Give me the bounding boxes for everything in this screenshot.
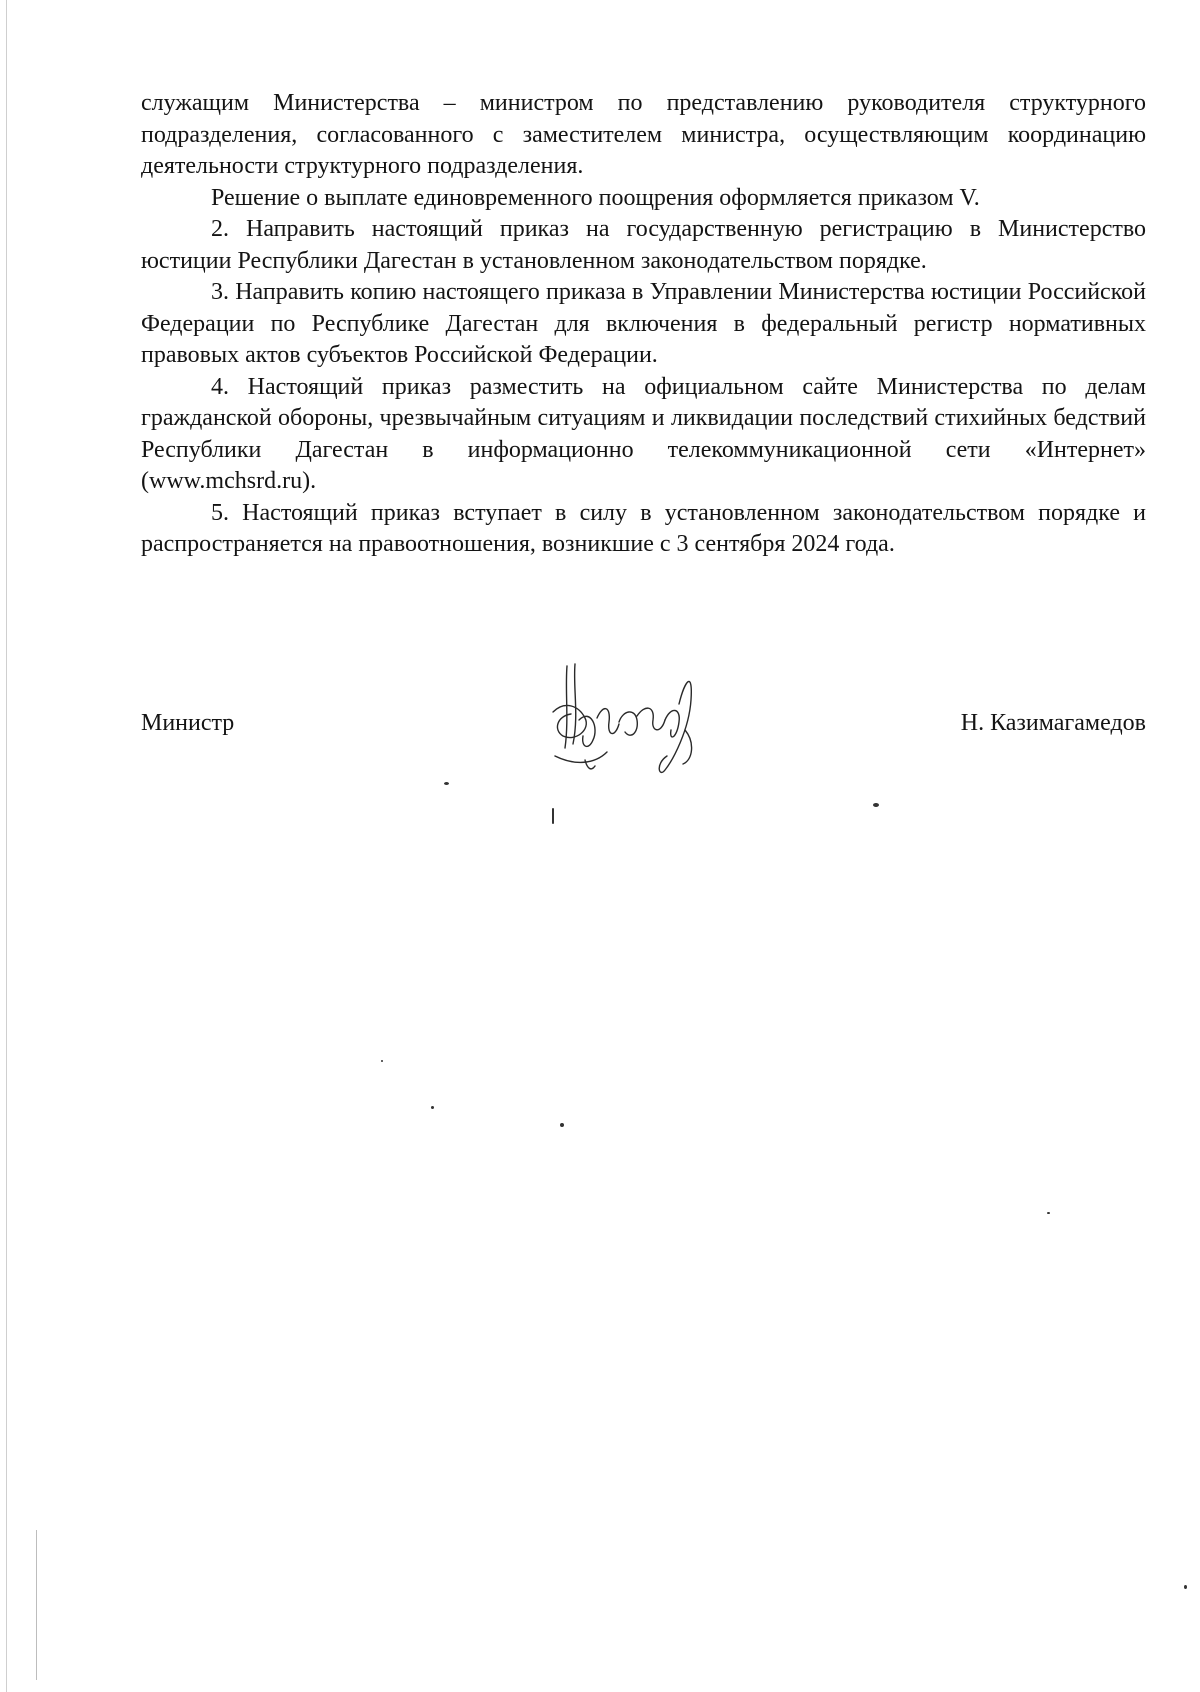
scan-speck [431,1106,434,1109]
scan-speck [560,1123,564,1127]
paragraph-item-4: 4. Настоящий приказ разместить на официальном сайте Министерства по делам гражданской обороны, чрезвычайным ситуациям и ликвидации последствий стихийных бедствий Республики Дагестан в информационно телекоммуникационной сети «Интернет» (www.mchsrd.ru). [141,373,1146,494]
scan-edge-line [6,0,7,1692]
document-body [141,88,1146,561]
paragraph-decision: Решение о выплате единовременного поощрения оформляется приказом V. [211,184,980,211]
paragraph-item-3: 3. Направить копию настоящего приказа в Управлении Министерства юстиции Российской Федерации по Республике Дагестан для включения в федеральный регистр нормативных правовых актов субъектов Российской Федерации. [141,279,1146,368]
scan-speck [444,782,449,785]
scan-speck [381,1060,383,1062]
paragraph-continuation: служащим Министерства – министром по представлению руководителя структурного подразделения, согласованного с заместителем министра, осуществляющим координацию деятельности структурного подразделения. [141,90,1146,179]
scan-speck [1047,1212,1050,1214]
paragraph-item-5: 5. Настоящий приказ вступает в силу в установленном законодательством порядке и распространяется на правоотношения, возникшие с 3 сентября 2024 года. [141,499,1146,557]
scan-speck [1184,1585,1187,1589]
scan-speck [552,808,554,824]
handwritten-signature [545,660,715,790]
signatory-name: Н. Казимагамедов [960,710,1146,736]
scan-speck [873,803,879,807]
signatory-title: Министр [141,710,235,736]
scan-edge-line [36,1530,37,1680]
paragraph-item-2: 2. Направить настоящий приказ на государственную регистрацию в Министерство юстиции Республики Дагестан в установленном законодательством порядке. [141,216,1146,274]
